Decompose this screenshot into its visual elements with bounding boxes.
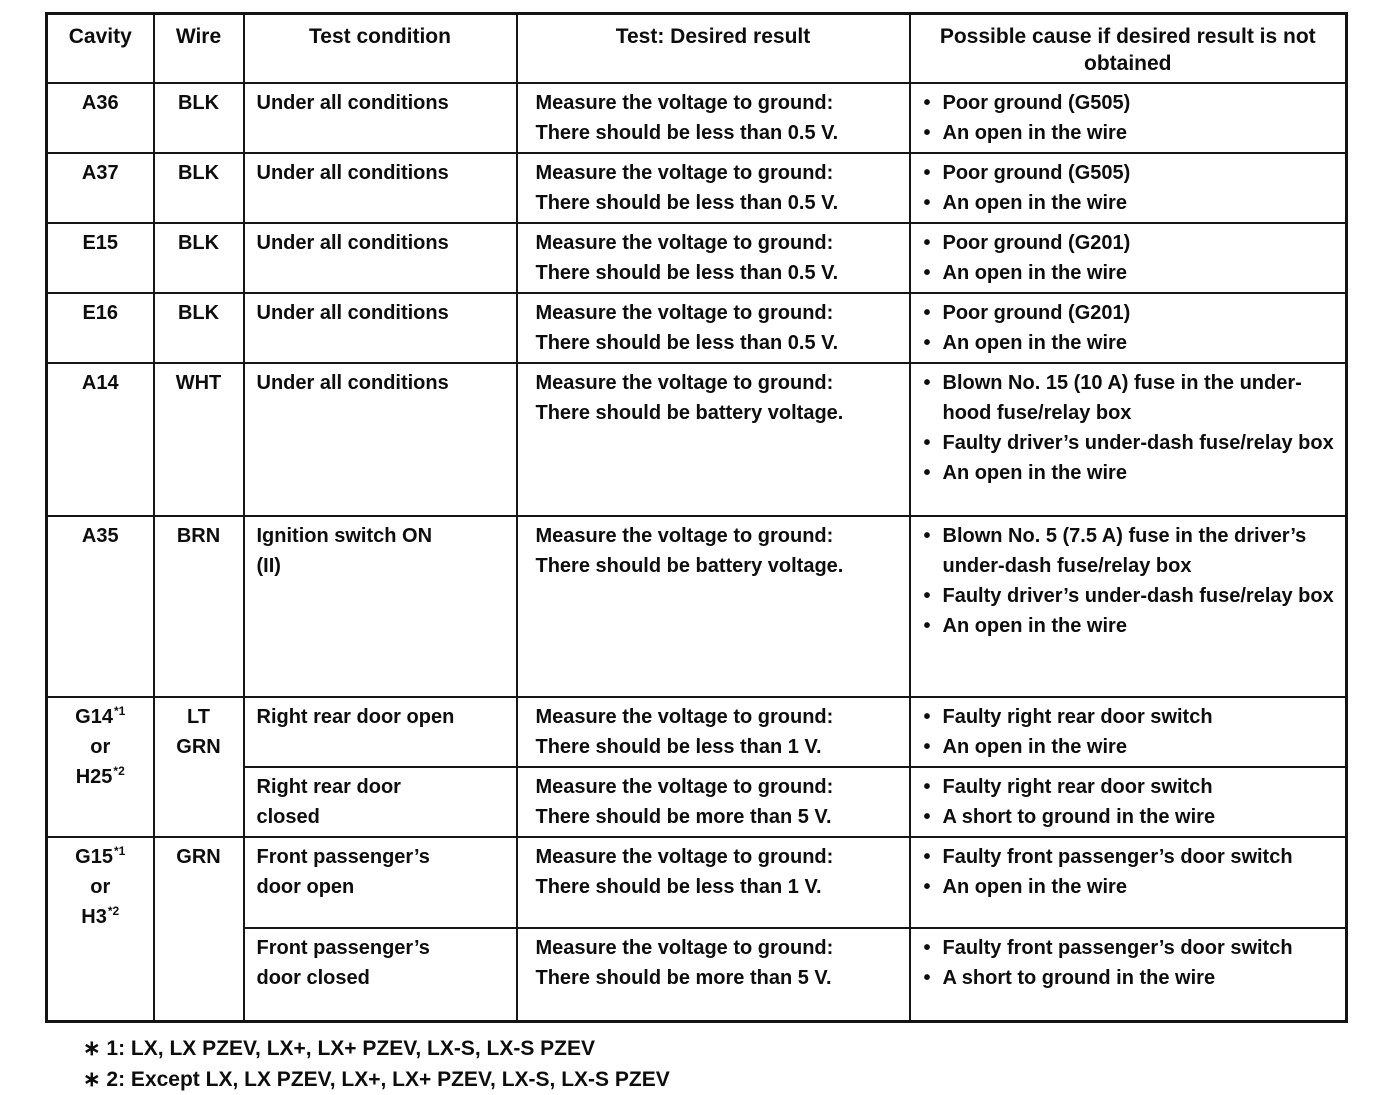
result-cell	[517, 83, 910, 153]
wire-cell: BLK	[154, 83, 244, 153]
col-header-test-condition: Test condition	[244, 14, 517, 83]
cause-item: • An open in the wire	[917, 118, 1338, 148]
cause-item: • Faulty driver’s under-dash fuse/relay box	[917, 581, 1338, 611]
footnote: ∗ 2: Except LX, LX PZEV, LX+, LX+ PZEV, LX-S, LX-S PZEV	[83, 1068, 670, 1092]
footnote-ref: *2	[113, 763, 125, 778]
cavity-label	[49, 902, 152, 932]
causes-cell	[910, 516, 1347, 697]
result-line: Measure the voltage to ground:	[535, 705, 834, 728]
condition-cell: Under all conditions	[244, 293, 517, 363]
condition-cell: Under all conditions	[244, 363, 517, 516]
result-line: There should be less than 1 V.	[535, 735, 822, 758]
cavity-cell: E16	[47, 293, 154, 363]
cause-item: • An open in the wire	[917, 258, 1338, 288]
footnotes-block	[45, 1023, 1392, 1095]
footnote-ref: *2	[107, 903, 120, 918]
result-cell	[517, 293, 910, 363]
causes-cell	[910, 767, 1347, 837]
result-cell	[517, 153, 910, 223]
cause-item: • An open in the wire	[917, 611, 1338, 641]
condition-line: (II)	[256, 554, 281, 577]
condition-cell	[244, 928, 517, 1022]
result-cell	[517, 837, 910, 928]
table-row	[47, 516, 1347, 697]
wire-cell	[154, 837, 244, 1022]
causes-cell	[910, 83, 1347, 153]
wire-line: LT	[187, 705, 210, 728]
condition-line: door closed	[256, 966, 370, 989]
result-line: There should be less than 0.5 V.	[535, 191, 839, 214]
condition-cell	[244, 837, 517, 928]
table-row	[47, 837, 1347, 928]
result-line: There should be more than 5 V.	[535, 966, 832, 989]
wire-cell: BLK	[154, 293, 244, 363]
cause-item: • Poor ground (G201)	[917, 228, 1338, 258]
result-line: There should be more than 5 V.	[535, 805, 832, 828]
cavity-text: G15	[75, 845, 113, 868]
causes-cell	[910, 363, 1347, 516]
wire-cell: BRN	[154, 516, 244, 697]
result-line: There should be battery voltage.	[535, 401, 844, 424]
condition-line: closed	[256, 805, 320, 828]
cause-item: • A short to ground in the wire	[917, 963, 1338, 993]
cause-item: • A short to ground in the wire	[917, 802, 1338, 832]
cause-item: • Faulty right rear door switch	[917, 702, 1338, 732]
wire-cell: BLK	[154, 223, 244, 293]
result-line: There should be battery voltage.	[535, 554, 844, 577]
footnote-ref: *1	[113, 843, 126, 858]
cause-item: • An open in the wire	[917, 188, 1338, 218]
condition-line: Right rear door	[256, 775, 401, 798]
result-cell	[517, 697, 910, 767]
result-line: Measure the voltage to ground:	[535, 936, 834, 959]
result-line: Measure the voltage to ground:	[535, 845, 834, 868]
result-line: Measure the voltage to ground:	[535, 161, 834, 184]
col-header-wire: Wire	[154, 14, 244, 83]
cavity-cell: E15	[47, 223, 154, 293]
result-cell	[517, 928, 910, 1022]
cause-item: • Faulty front passenger’s door switch	[917, 933, 1338, 963]
result-line: Measure the voltage to ground:	[535, 301, 834, 324]
cavity-cell	[47, 837, 154, 1022]
condition-line: door open	[256, 875, 355, 898]
condition-line: Ignition switch ON	[256, 524, 433, 547]
condition-cell: Under all conditions	[244, 223, 517, 293]
result-line: Measure the voltage to ground:	[535, 775, 834, 798]
cavity-cell: A37	[47, 153, 154, 223]
condition-cell: Right rear door open	[244, 697, 517, 767]
wire-cell: WHT	[154, 363, 244, 516]
result-cell	[517, 223, 910, 293]
result-cell	[517, 767, 910, 837]
cavity-or: or	[90, 875, 111, 898]
cause-item: • An open in the wire	[917, 732, 1338, 762]
table-header-row	[47, 14, 1347, 83]
cavity-label	[49, 762, 152, 792]
col-header-desired-result: Test: Desired result	[517, 14, 910, 83]
causes-cell	[910, 837, 1347, 928]
result-line: There should be less than 0.5 V.	[535, 261, 839, 284]
result-line: Measure the voltage to ground:	[535, 231, 834, 254]
cause-item: • An open in the wire	[917, 872, 1338, 902]
causes-cell	[910, 928, 1347, 1022]
result-cell	[517, 516, 910, 697]
col-header-possible-cause: Possible cause if desired result is not obtained	[910, 14, 1347, 83]
cause-item: • Blown No. 15 (10 A) fuse in the under-hood fuse/relay box	[917, 368, 1338, 428]
causes-cell	[910, 223, 1347, 293]
result-line: There should be less than 0.5 V.	[535, 331, 839, 354]
result-line: Measure the voltage to ground:	[535, 91, 834, 114]
wire-cell: BLK	[154, 153, 244, 223]
condition-cell: Under all conditions	[244, 83, 517, 153]
condition-line: Front passenger’s	[256, 845, 430, 868]
causes-cell	[910, 697, 1347, 767]
cause-item: • Faulty front passenger’s door switch	[917, 842, 1338, 872]
cause-item: • An open in the wire	[917, 328, 1338, 358]
cavity-cell: A35	[47, 516, 154, 697]
cavity-text: H25	[75, 765, 113, 788]
result-cell	[517, 363, 910, 516]
table-row	[47, 293, 1347, 363]
cause-item: • Faulty right rear door switch	[917, 772, 1338, 802]
table-row	[47, 153, 1347, 223]
cavity-cell: A14	[47, 363, 154, 516]
table-row	[47, 223, 1347, 293]
result-line: There should be less than 1 V.	[535, 875, 822, 898]
test-condition-table	[45, 12, 1348, 1023]
cause-item: • An open in the wire	[917, 458, 1338, 488]
condition-line: Front passenger’s	[256, 936, 430, 959]
cavity-or: or	[90, 735, 111, 758]
table-row	[47, 83, 1347, 153]
cause-item: • Blown No. 5 (7.5 A) fuse in the driver’s under-dash fuse/relay box	[917, 521, 1338, 581]
cavity-text: G14	[75, 705, 113, 728]
condition-cell	[244, 516, 517, 697]
footnote-ref: *1	[113, 703, 126, 718]
causes-cell	[910, 153, 1347, 223]
result-line: Measure the voltage to ground:	[535, 524, 834, 547]
cavity-cell	[47, 697, 154, 837]
cavity-label	[49, 842, 152, 872]
cause-item: • Faulty driver’s under-dash fuse/relay box	[917, 428, 1338, 458]
col-header-cavity: Cavity	[47, 14, 154, 83]
table-row	[47, 697, 1347, 767]
condition-cell	[244, 767, 517, 837]
wire-cell	[154, 697, 244, 837]
condition-cell: Under all conditions	[244, 153, 517, 223]
table-row	[47, 363, 1347, 516]
cause-item: • Poor ground (G201)	[917, 298, 1338, 328]
cavity-label	[49, 702, 152, 732]
wire-line: GRN	[176, 845, 221, 868]
cause-item: • Poor ground (G505)	[917, 88, 1338, 118]
wire-line: GRN	[176, 735, 221, 758]
cavity-cell: A36	[47, 83, 154, 153]
causes-cell	[910, 293, 1347, 363]
result-line: There should be less than 0.5 V.	[535, 121, 839, 144]
cavity-text: H3	[81, 905, 107, 928]
result-line: Measure the voltage to ground:	[535, 371, 834, 394]
footnote: ∗ 1: LX, LX PZEV, LX+, LX+ PZEV, LX-S, LX-S PZEV	[83, 1037, 596, 1061]
cause-item: • Poor ground (G505)	[917, 158, 1338, 188]
